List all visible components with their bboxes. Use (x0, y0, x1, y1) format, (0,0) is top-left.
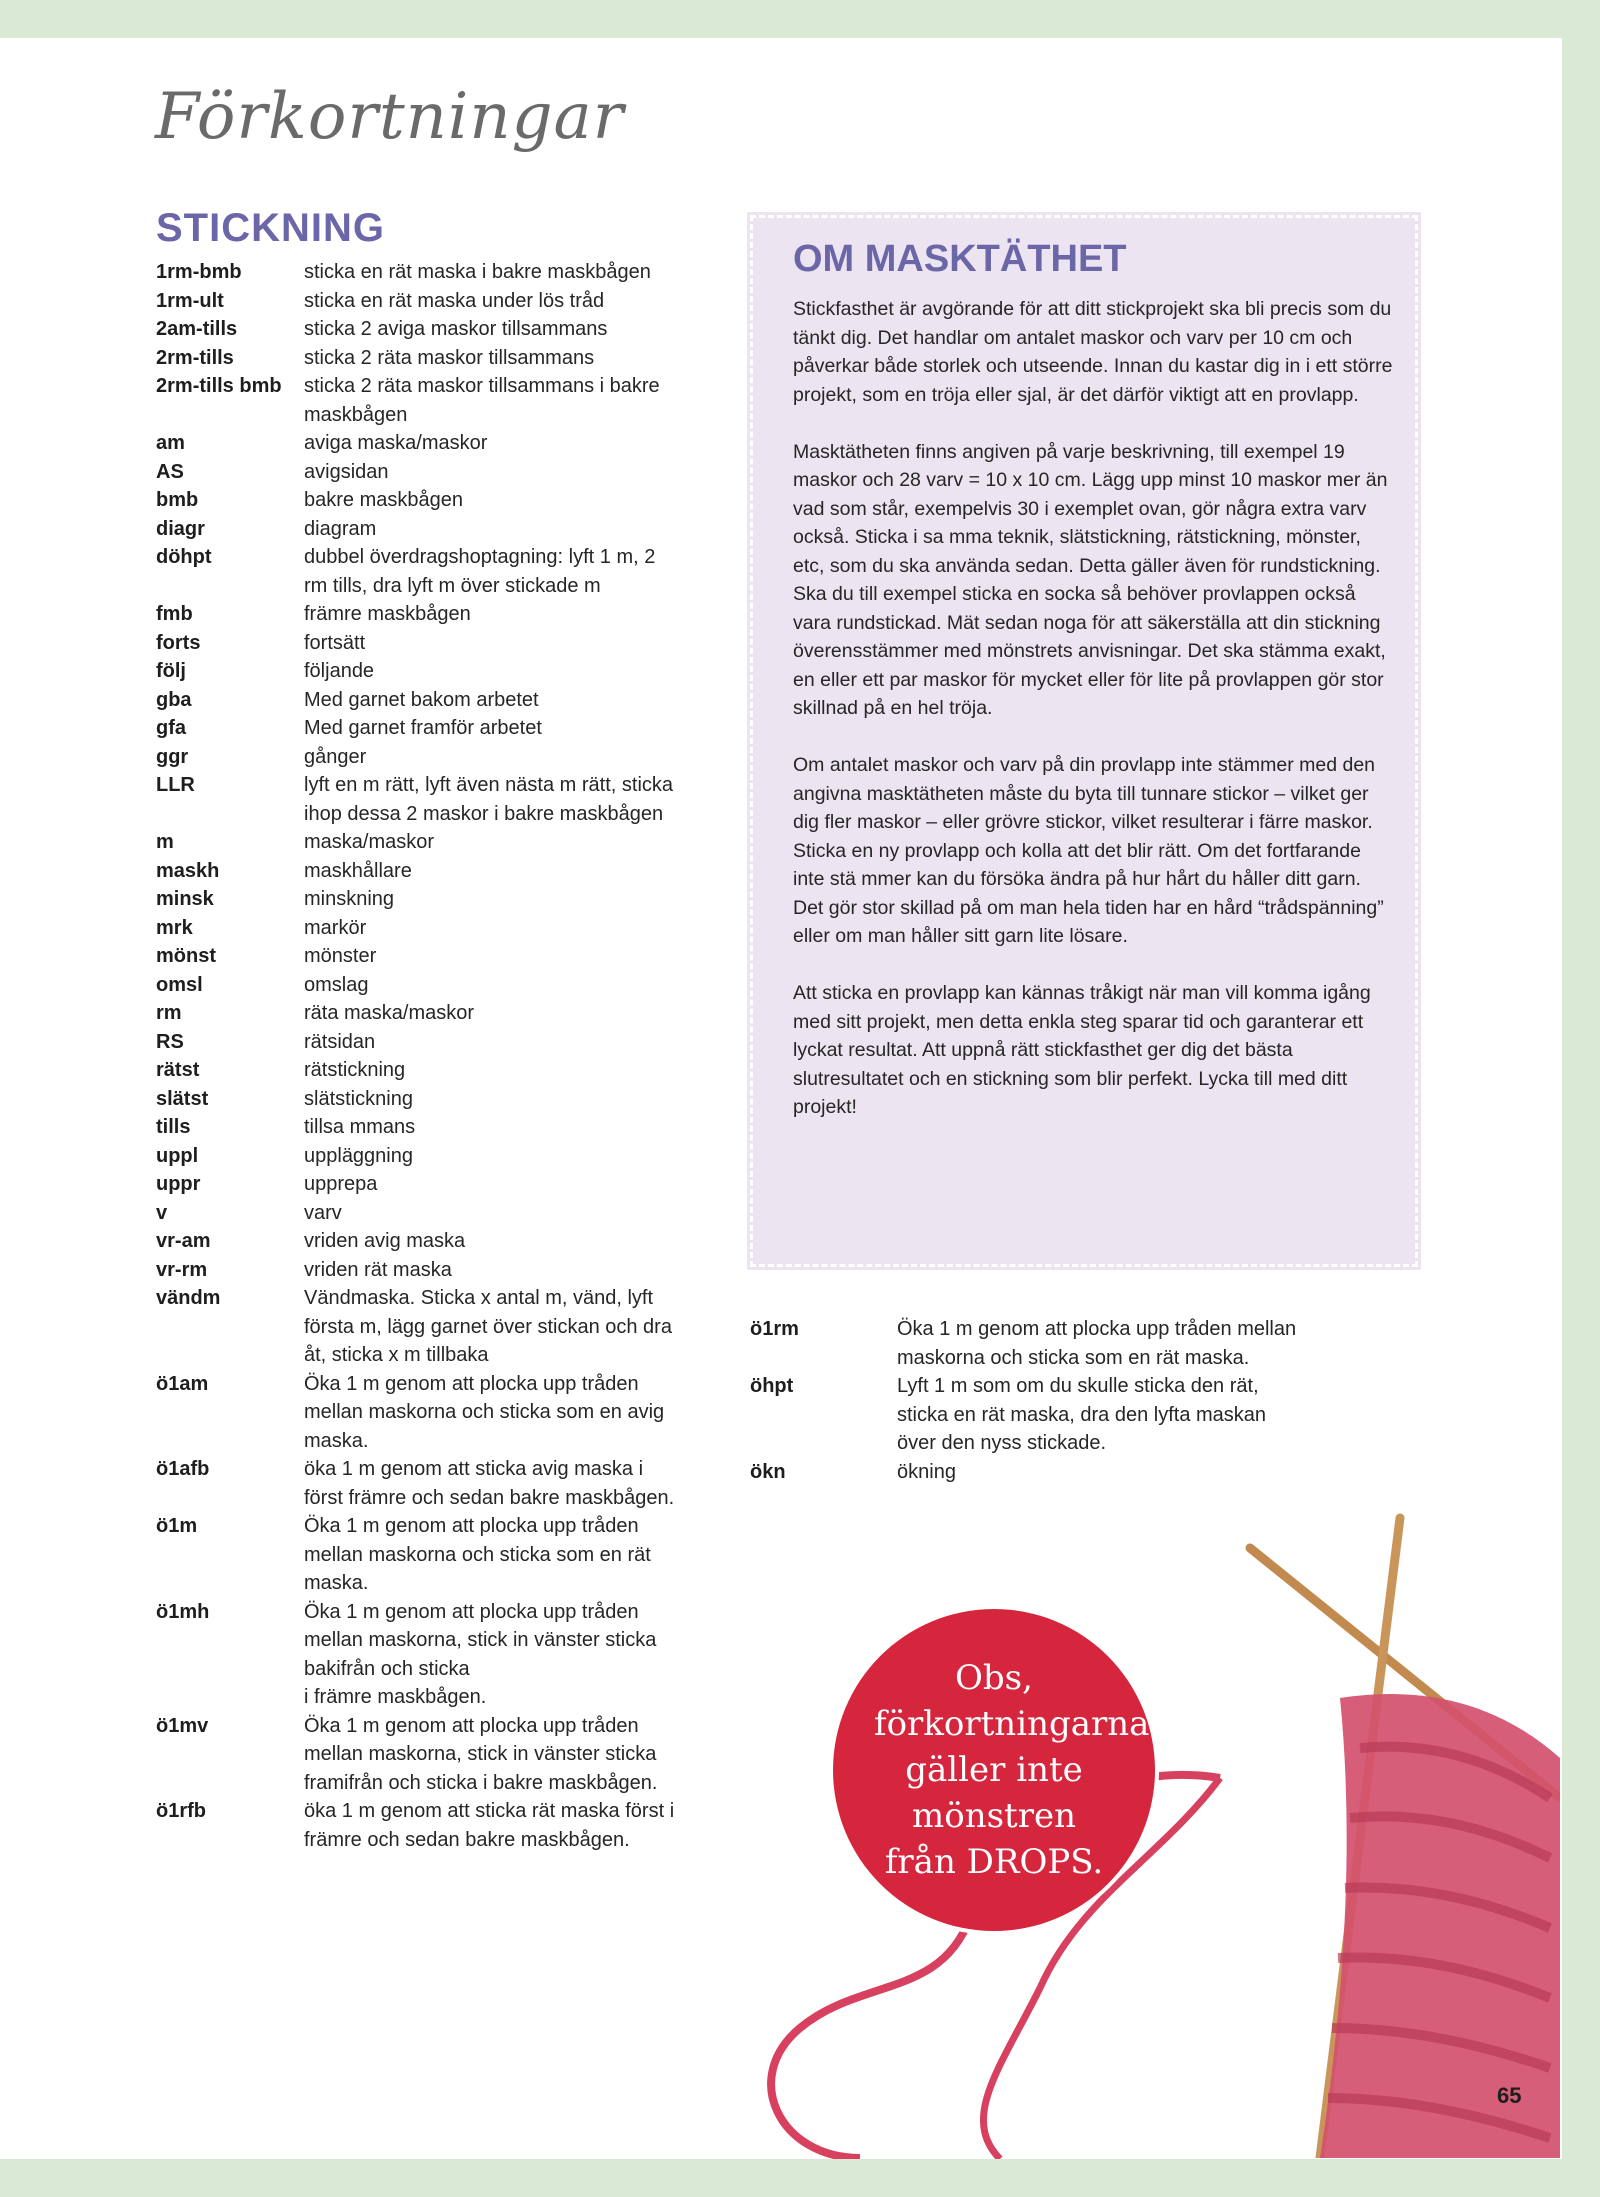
abbreviation-term: följ (156, 660, 186, 682)
abbreviation-row (156, 1797, 676, 1854)
abbreviation-term (156, 1683, 304, 1712)
abbreviation-term: ö1m (156, 1515, 198, 1537)
abbreviation-meaning: Öka 1 m genom att plocka upp tråden mellan maskorna, stick in vänster sticka bakifrån och sticka (304, 1600, 657, 1680)
abbreviation-row (156, 287, 676, 316)
abbreviation-term: am (156, 432, 185, 454)
abbreviation-meaning: Med garnet bakom arbetet (304, 688, 539, 711)
abbreviation-row (156, 1170, 676, 1199)
abbreviation-term: 2rm-tills bmb (156, 375, 282, 397)
abbreviation-row (156, 686, 676, 715)
abbreviation-row (156, 1455, 676, 1512)
abbreviation-meaning: bakre maskbågen (304, 489, 463, 511)
box-paragraph: Att sticka en provlapp kan kännas tråkigt när man vill komma igång med sitt projekt, men detta enkla steg sparar tid och garanterar ett lyckat resultat. Att uppnå rätt stickfasthet ger dig det bästa slutresultatet och en stickning som blir perfekt. Lycka till med ditt projekt! (793, 982, 1371, 1118)
abbreviation-meaning: öka 1 m genom att sticka rät maska först i främre och sedan bakre maskbågen. (304, 1800, 675, 1851)
abbreviation-row (156, 1142, 676, 1171)
abbreviation-term: v (156, 1201, 168, 1224)
abbreviation-term: vr-am (156, 1230, 211, 1252)
abbreviation-meaning: markör (304, 916, 367, 939)
abbreviation-meaning: minskning (304, 888, 395, 910)
abbreviation-row (156, 1028, 676, 1057)
abbreviation-row (750, 1315, 1310, 1372)
abbreviation-term: ö1mh (156, 1600, 210, 1623)
abbreviation-meaning: sticka 2 aviga maskor tillsammans (304, 318, 608, 340)
abbreviation-meaning: maska/maskor (304, 831, 435, 853)
abbreviation-term: diagr (156, 517, 205, 540)
abbreviation-meaning: Öka 1 m genom att plocka upp tråden mellan maskorna och sticka som en rät maska. (897, 1318, 1297, 1369)
abbreviation-meaning: främre maskbågen (304, 603, 471, 625)
abbreviation-row (156, 971, 676, 1000)
box-paragraph: Stickfasthet är avgörande för att ditt stickprojekt ska bli precis som du tänkt dig. Det handlar om antalet maskor och varv per 10 cm och påverkar både storlek och utseende. Innan du kastar dig in i ett större projekt, som en tröja eller sjal, är det därför viktigt att en provlapp. (793, 298, 1393, 406)
abbreviation-meaning: varv (304, 1201, 342, 1224)
abbreviation-meaning: Öka 1 m genom att plocka upp tråden mellan maskorna, stick in vänster sticka framifrån och sticka i bakre maskbågen. (304, 1714, 658, 1794)
abbreviation-row (156, 1284, 676, 1370)
abbreviation-meaning: sticka 2 räta maskor tillsammans i bakre maskbågen (304, 375, 660, 426)
abbreviation-term: rätst (156, 1059, 200, 1081)
abbreviation-list-continued (750, 1315, 1310, 1486)
abbreviation-row (156, 1598, 676, 1684)
abbreviation-term: AS (156, 460, 184, 483)
abbreviation-row (156, 942, 676, 971)
abbreviation-meaning: Öka 1 m genom att plocka upp tråden mellan maskorna och sticka som en rät maska. (304, 1515, 651, 1594)
abbreviation-meaning: sticka en rät maska i bakre maskbågen (304, 261, 651, 283)
abbreviation-row (156, 1056, 676, 1085)
abbreviation-row (156, 914, 676, 943)
page-title: Förkortningar (155, 80, 625, 154)
abbreviation-meaning: dubbel överdragshoptagning: lyft 1 m, 2 rm tills, dra lyft m över stickade m (304, 546, 656, 597)
box-text (793, 295, 1393, 1150)
abbreviation-term: omsl (156, 973, 203, 996)
abbreviation-row (156, 857, 676, 886)
abbreviation-meaning: räta maska/maskor (304, 1002, 475, 1024)
abbreviation-row (156, 258, 676, 287)
abbreviation-row (156, 1370, 676, 1456)
abbreviation-row (156, 344, 676, 373)
abbreviation-row (156, 1113, 676, 1142)
abbreviation-meaning: följande (304, 660, 375, 682)
abbreviation-row (156, 1227, 676, 1256)
abbreviation-row (156, 486, 676, 515)
abbreviation-row (156, 315, 676, 344)
abbreviation-term: 1rm-ult (156, 289, 224, 312)
magazine-page (0, 38, 1562, 2159)
abbreviation-term: tills (156, 1116, 191, 1138)
abbreviation-meaning: slätstickning (304, 1087, 413, 1110)
abbreviation-term: fmb (156, 603, 193, 625)
abbreviation-term: ökn (750, 1460, 786, 1483)
abbreviation-term: uppl (156, 1144, 199, 1167)
abbreviation-term: döhpt (156, 546, 212, 568)
abbreviation-term: 2rm-tills (156, 346, 234, 369)
abbreviation-term: RS (156, 1030, 184, 1053)
abbreviation-row (750, 1372, 1310, 1458)
gauge-info-box (750, 215, 1418, 1267)
abbreviation-row (156, 429, 676, 458)
abbreviation-meaning: sticka 2 räta maskor tillsammans (304, 346, 595, 369)
abbreviation-row (156, 458, 676, 487)
abbreviation-term: m (156, 831, 174, 853)
abbreviation-row (156, 1199, 676, 1228)
abbreviation-term: ö1rm (750, 1318, 799, 1340)
abbreviation-meaning: uppläggning (304, 1144, 413, 1167)
abbreviation-row (156, 543, 676, 600)
abbreviation-row (156, 743, 676, 772)
abbreviation-meaning: Vändmaska. Sticka x antal m, vänd, lyft första m, lägg garnet över stickan och dra åt, sticka x m tillbaka (304, 1287, 672, 1366)
abbreviation-meaning: upprepa (304, 1173, 378, 1195)
abbreviation-meaning: lyft en m rätt, lyft även nästa m rätt, sticka ihop dessa 2 maskor i bakre maskbågen (304, 774, 674, 825)
abbreviation-term: minsk (156, 888, 214, 910)
abbreviation-meaning: omslag (304, 973, 369, 996)
abbreviation-term: gfa (156, 717, 186, 739)
abbreviation-term: mrk (156, 916, 193, 939)
abbreviation-row (156, 1256, 676, 1285)
abbreviation-term: uppr (156, 1173, 201, 1195)
abbreviation-meaning: öka 1 m genom att sticka avig maska i först främre och sedan bakre maskbågen. (304, 1458, 675, 1509)
abbreviation-term: forts (156, 631, 201, 654)
abbreviation-term: LLR (156, 774, 195, 796)
abbreviation-meaning: Öka 1 m genom att plocka upp tråden mellan maskorna och sticka som en avig maska. (304, 1372, 665, 1452)
box-paragraph: Om antalet maskor och varv på din provlapp inte stämmer med den angivna masktätheten måste du byta till tunnare stickor – vilket ger dig fler maskor – eller grövre stickor, vilket resulterar i färre maskor. Sticka en ny provlapp och kolla att det blir rätt. Om det fortfarande inte stä mmer kan du försöka ändra på hur hårt du håller ditt garn. Det gör stor skillad på om man hela tiden har en hård “trådspänning” eller om man håller sitt garn lite lösare. (793, 754, 1384, 947)
abbreviation-row (156, 600, 676, 629)
abbreviation-row (156, 771, 676, 828)
abbreviation-meaning: vriden rät maska (304, 1258, 452, 1281)
abbreviation-term: ö1am (156, 1372, 209, 1395)
abbreviation-row (156, 828, 676, 857)
abbreviation-meaning: rätstickning (304, 1059, 406, 1081)
abbreviation-meaning: tillsa mmans (304, 1116, 416, 1138)
abbreviation-term: vändm (156, 1287, 221, 1309)
abbreviation-row (156, 1712, 676, 1798)
abbreviation-meaning: mönster (304, 945, 377, 967)
abbreviation-row (156, 372, 676, 429)
section-heading: STICKNING (156, 206, 385, 250)
abbreviation-row (156, 515, 676, 544)
abbreviation-term: ö1afb (156, 1458, 210, 1480)
box-heading: OM MASKTÄTHET (793, 238, 1127, 280)
abbreviation-meaning: ökning (897, 1460, 956, 1483)
abbreviation-meaning: avigsidan (304, 460, 389, 483)
abbreviation-meaning: maskhållare (304, 859, 412, 882)
abbreviation-term: bmb (156, 489, 199, 511)
abbreviation-list (156, 258, 676, 1854)
abbreviation-meaning: aviga maska/maskor (304, 432, 488, 454)
abbreviation-meaning: diagram (304, 517, 377, 540)
abbreviation-row (156, 657, 676, 686)
abbreviation-term: 2am-tills (156, 318, 238, 340)
abbreviation-row (156, 885, 676, 914)
abbreviation-term: öhpt (750, 1375, 794, 1397)
abbreviation-term: slätst (156, 1087, 209, 1110)
abbreviation-row (156, 1683, 676, 1712)
abbreviation-term: vr-rm (156, 1258, 208, 1281)
abbreviation-term: ggr (156, 745, 189, 768)
abbreviation-row (750, 1458, 1310, 1487)
abbreviation-term: ö1mv (156, 1714, 209, 1737)
abbreviation-row (156, 629, 676, 658)
abbreviation-row (156, 1512, 676, 1598)
abbreviation-row (156, 999, 676, 1028)
abbreviation-term: mönst (156, 945, 216, 967)
abbreviation-term: rm (156, 1002, 182, 1024)
page-number: 65 (1497, 2083, 1522, 2108)
notice-badge (833, 1609, 1155, 1931)
knitting-illustration (1220, 1498, 1560, 2158)
abbreviation-term: ö1rfb (156, 1800, 206, 1822)
box-paragraph: Masktätheten finns angiven på varje beskrivning, till exempel 19 maskor och 28 varv = 10 x 10 cm. Lägg upp minst 10 maskor mer än vad som står, exempelvis 30 i exemplet ovan, gör några extra varv också. Sticka i sa mma teknik, slätstickning, rätstickning, mönster, etc, som du ska använda sedan. Detta gäller även för rundstickning. Ska du till exempel sticka en socka så behöver provlappen också vara rundstickad. Mät sedan noga för att säkerställa att din stickning överensstämmer med mönstrets anvisningar. Det ska stämma exakt, en eller ett par maskor för mycket eller för lite på provlappen gör stor skillnad på en hel tröja. (793, 440, 1388, 719)
abbreviation-term: 1rm-bmb (156, 261, 242, 283)
abbreviation-term: maskh (156, 859, 220, 882)
abbreviation-meaning: vriden avig maska (304, 1230, 466, 1252)
abbreviation-meaning: fortsätt (304, 631, 366, 654)
abbreviation-row (156, 714, 676, 743)
abbreviation-meaning: Med garnet framför arbetet (304, 717, 542, 739)
notice-badge-text: Obs, förkortningarna gäller inte mönstren från DROPS. (874, 1658, 1150, 1882)
abbreviation-meaning: Lyft 1 m som om du skulle sticka den rät, sticka en rät maska, dra den lyfta maskan över den nyss stickade. (897, 1375, 1267, 1454)
abbreviation-meaning: sticka en rät maska under lös tråd (304, 289, 605, 312)
abbreviation-row (156, 1085, 676, 1114)
abbreviation-term: gba (156, 688, 192, 711)
abbreviation-meaning: i främre maskbågen. (304, 1686, 487, 1708)
abbreviation-meaning: gånger (304, 745, 367, 768)
abbreviation-meaning: rätsidan (304, 1030, 376, 1053)
